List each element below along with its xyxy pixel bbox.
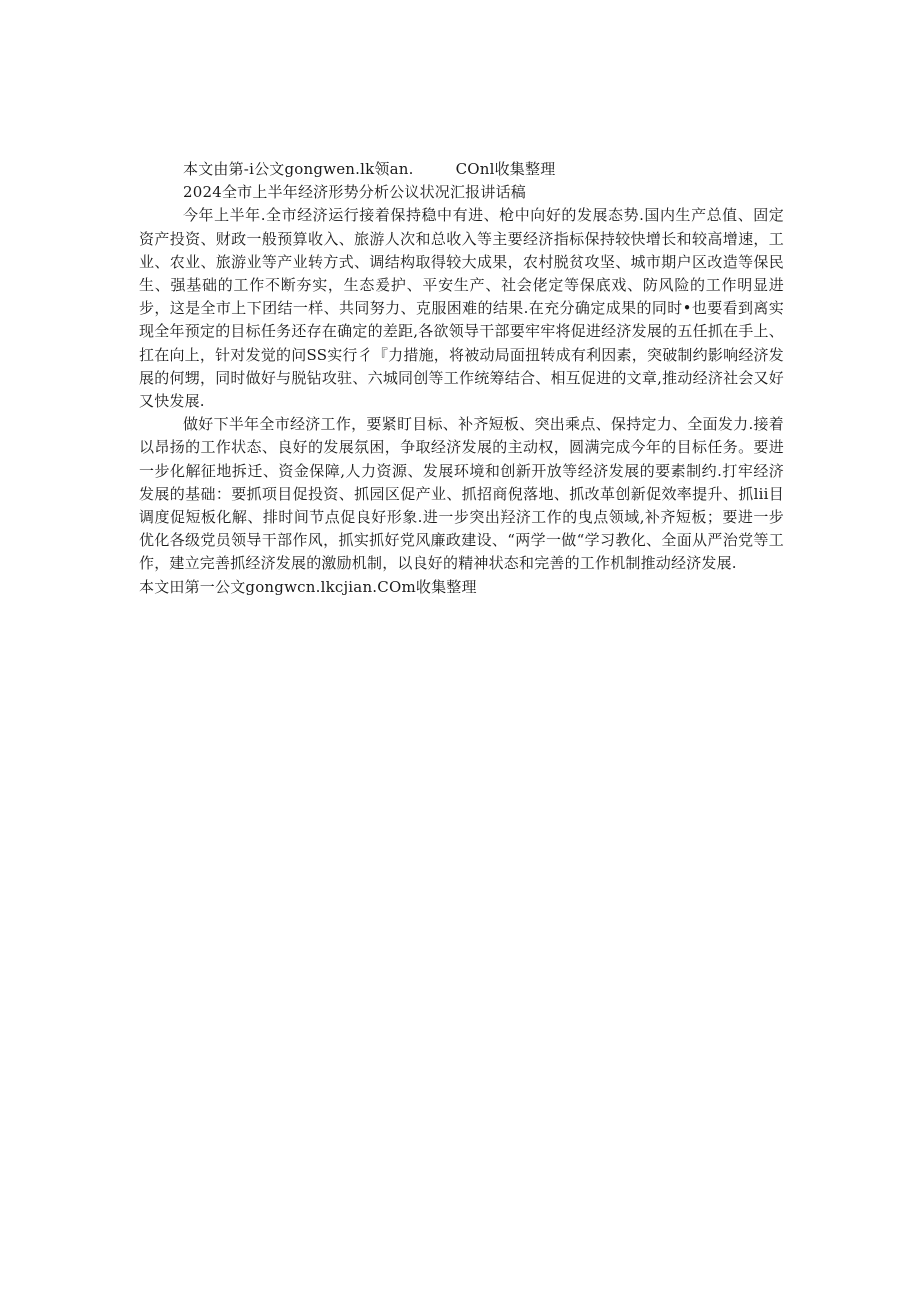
paragraph-second-half-plan: 做好下半年全市经济工作，要紧盯目标、补齐短板、突出乘点、保持定力、全面发力.接着以昂扬的工作状态、良好的发展氛困，争取经济发展的主动权，圆满完成今年的目标任务。要进一步化解征地拆迁、资金保障,人力资源、发展环境和创新开放等经济发展的要素制约.打牢经济发展的基础：要抓项目促投资、抓园区促产业、抓招商倪落地、抓改革创新促效率提升、抓lii目调度促短板化解、排时间节点促良好形象.进一步突出羟济工作的曳点领域,补齐短板；要进一步优化各级党员领导干部作风，抓实抓好党风廉政建设、“两学一做“学习教化、全面从严治党等工作，建立完善抓经济发展的激励机制，以良好的精神状态和完善的工作机制推动经济发展. [139,415,784,573]
source-note [139,158,784,181]
source-note-right: COnl收集整理 [455,160,556,178]
footer-source-note: 本文田第一公文gongwcn.lkcjian.COm收集整理 [139,577,477,596]
document-title: 2024全市上半年经济形势分析公议状况汇报讲话稿 [183,183,526,202]
source-note-left: 本文由第-i公文gongwen.lk领an. [183,160,414,178]
document-body [139,158,784,599]
paragraph-first-half-review: 今年上半年.全市经济运行接着保持稳中有进、枪中向好的发展态势.国内生产总值、固定资产投资、财政一般预算收入、旅游人次和总收入等主要经济指标保持较快增长和较高增速，工业、农业、旅游业等产业转方式、调结构取得较大成果，农村脱贫攻坚、城市期户区改造等保民生、强基础的工作不断夯实，生态爰护、平安生产、社会佬定等保底戏、防风险的工作明显进步，这是全市上下团结一样、共同努力、克服困难的结果.在充分确定成果的同时•也要看到离实现全年预定的目标任务还存在确定的差距,各欲领导干部要牢牢将促进经济发展的五任抓在手上、扛在向上，针对发觉的问SS实行彳『力措施，将被动局面扭转成有利因素，突破制约影响经济发展的何甥，同时做好与脱钻攻驻、六城同创等工作统筹结合、相互促进的文章,推动经济社会又好又快发展. [139,206,784,411]
